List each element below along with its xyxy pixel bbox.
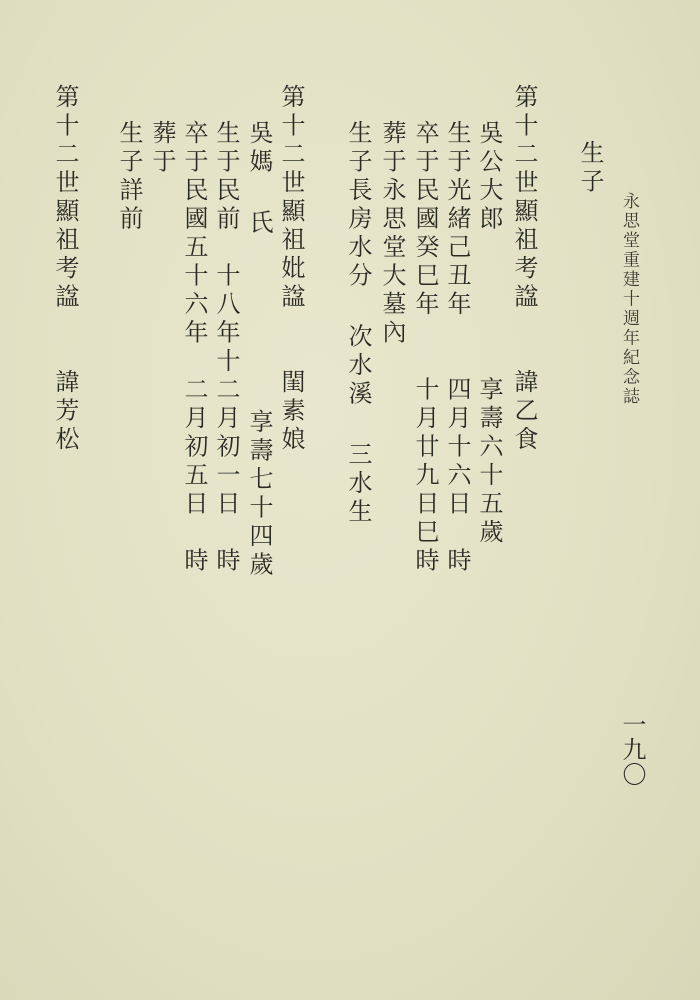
- text-column-6: 葬于永思堂大墓內: [378, 120, 406, 348]
- text-column-2: 第十二世顯祖考諡 諱乙食: [510, 84, 538, 455]
- text-column-14: 第十二世顯祖考諡 諱芳松: [51, 84, 79, 455]
- text-column-3: 吳公大郎 享壽六十五歲: [475, 120, 503, 548]
- text-column-5: 卒于民國癸巳年 十月廿九日巳時: [411, 120, 439, 576]
- page-number: 一九〇: [618, 712, 646, 787]
- running-header: 永思堂重建十週年紀念誌: [619, 192, 639, 407]
- text-column-13: 生子詳前: [115, 120, 143, 234]
- text-column-8: 第十二世顯祖妣諡 閨素娘: [277, 84, 305, 455]
- text-column-1: 生子: [576, 140, 604, 197]
- text-column-12: 葬于: [148, 120, 176, 177]
- text-column-4: 生于光緒己丑年 四月十六日 時: [443, 120, 471, 576]
- text-column-10: 生于民前 十八年十二月初一日 時: [212, 120, 240, 576]
- text-column-9: 吳媽 氏 享壽七十四歲: [245, 120, 273, 580]
- text-column-11: 卒于民國五十六年 二月初五日 時: [180, 120, 208, 576]
- text-column-7: 生子長房水分 次水溪 三水生: [344, 120, 372, 527]
